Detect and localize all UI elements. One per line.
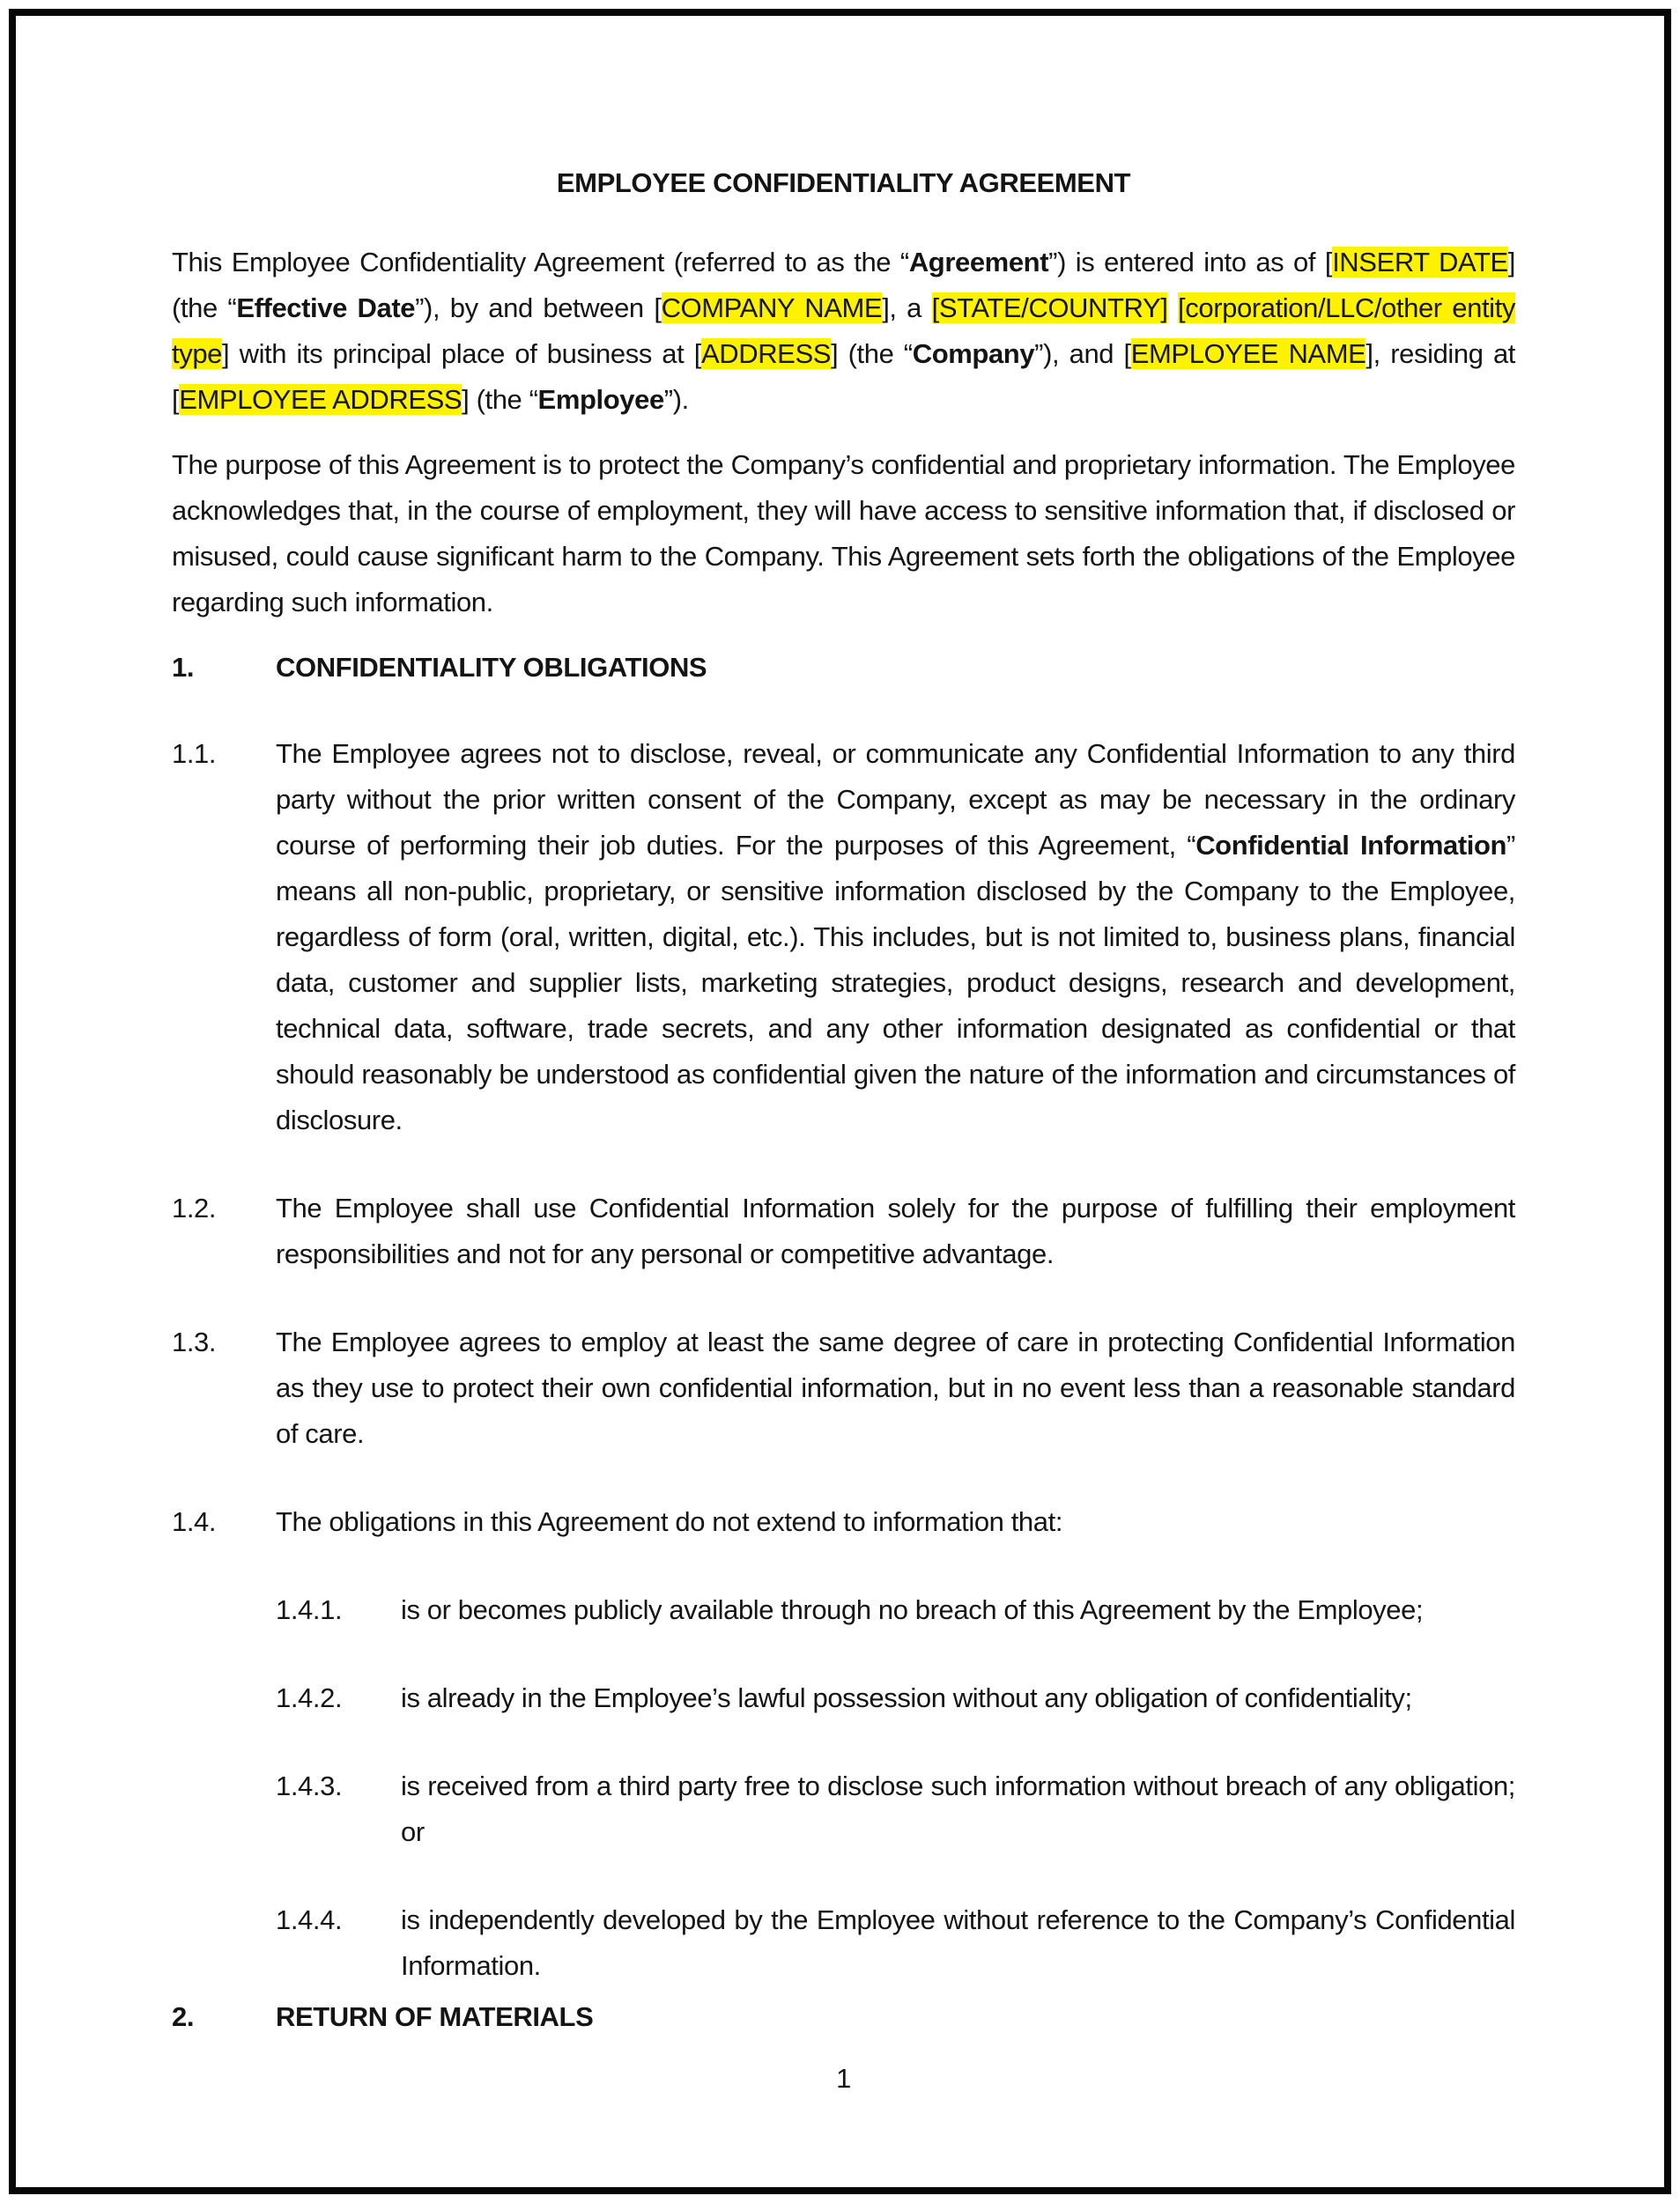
clause-1-4-1-number: 1.4.1. <box>276 1594 343 1625</box>
clause-1-4-4-number: 1.4.4. <box>276 1904 343 1935</box>
text-run: The purpose of this Agreement is to protect the Company’s confidential and proprietary information. The Employee acknowledges that, in the course of employment, they will have access to sensitive information that, if disclosed or misused, could cause significant harm to the Company. This Agreement sets forth the obligations of the Employee regarding such information. <box>172 449 1515 617</box>
text-run: ] (the “ <box>462 384 538 415</box>
clause-1-4-2-text <box>401 1675 1515 1721</box>
section-2-heading-row <box>172 1994 1515 2040</box>
text-run: is already in the Employee’s lawful possession without any obligation of confidentiality; <box>401 1682 1412 1713</box>
clause-1-4-text <box>276 1499 1515 1545</box>
clause-1-2-text <box>276 1186 1515 1277</box>
text-run: This Employee Confidentiality Agreement (referred to as the “ <box>172 247 909 277</box>
clause-1-1 <box>172 731 1515 1143</box>
section-1-heading-row <box>172 645 1515 691</box>
clause-1-4-2 <box>276 1675 1515 1721</box>
clause-1-2 <box>172 1186 1515 1277</box>
text-run: ”), and [ <box>1034 338 1131 369</box>
highlighted-placeholder: ADDRESS <box>700 338 832 369</box>
clause-1-4-2-number: 1.4.2. <box>276 1682 343 1713</box>
text-run: The Employee shall use Confidential Information solely for the purpose of fulfilling their employment responsibilities and not for any personal or competitive advantage. <box>276 1193 1515 1269</box>
clause-1-4-3 <box>276 1763 1515 1855</box>
section-1-number: 1. <box>172 652 195 683</box>
section-1-heading: CONFIDENTIALITY OBLIGATIONS <box>276 652 707 683</box>
text-run: ], a <box>882 292 932 323</box>
clause-1-4 <box>172 1499 1515 1545</box>
clause-1-2-number: 1.2. <box>172 1193 217 1223</box>
text-run: The Employee agrees to employ at least the same degree of care in protecting Confidential Information as they use to protect their own confidential information, but in no event less than a reasonable standard of care. <box>276 1327 1515 1449</box>
text-run: Effective Date <box>236 292 416 323</box>
page-number: 1 <box>836 2063 851 2094</box>
highlighted-placeholder: COMPANY NAME <box>661 292 883 323</box>
clause-1-3-number: 1.3. <box>172 1327 217 1357</box>
intro-paragraph <box>172 240 1515 423</box>
highlighted-placeholder: EMPLOYEE ADDRESS <box>179 384 463 415</box>
text-run: ”) is entered into as of [ <box>1048 247 1333 277</box>
text-run: is independently developed by the Employee without reference to the Company’s Confidential Information. <box>401 1904 1515 1981</box>
clause-1-4-4 <box>276 1897 1515 1989</box>
text-run: ”), by and between [ <box>415 292 662 323</box>
document-title: EMPLOYEE CONFIDENTIALITY AGREEMENT <box>556 167 1131 198</box>
clause-1-1-text <box>276 731 1515 1143</box>
text-run: is or becomes publicly available through no breach of this Agreement by the Employee; <box>401 1594 1424 1625</box>
highlighted-placeholder: EMPLOYEE NAME <box>1130 338 1366 369</box>
text-run: is received from a third party free to disclose such information without breach of any obligation; or <box>401 1771 1515 1847</box>
text-run: ” means all non-public, proprietary, or sensitive information disclosed by the Company to the Employee, regardless of form (oral, written, digital, etc.). This includes, but is not limited to, business plans, financial data, customer and supplier lists, marketing strategies, product designs, research and development, technical data, software, trade secrets, and any other information designated as confidential or that should reasonably be understood as confidential given the nature of the information and circumstances of disclosure. <box>276 830 1515 1135</box>
clause-1-3-text <box>276 1320 1515 1457</box>
text-run: Agreement <box>908 247 1049 277</box>
text-run: Confidential Information <box>1195 830 1507 861</box>
clause-1-4-3-text <box>401 1763 1515 1855</box>
text-run: The obligations in this Agreement do not extend to information that: <box>276 1506 1063 1537</box>
clause-1-1-number: 1.1. <box>172 738 217 769</box>
section-2-heading: RETURN OF MATERIALS <box>276 2001 594 2032</box>
text-run: Employee <box>537 384 664 415</box>
text-run: ”). <box>663 384 689 415</box>
section-2-number: 2. <box>172 2001 195 2032</box>
clause-1-4-number: 1.4. <box>172 1506 217 1537</box>
clause-1-4-1 <box>276 1587 1515 1633</box>
text-run: ] (the “ <box>831 338 913 369</box>
clause-1-3 <box>172 1320 1515 1457</box>
clause-1-4-3-number: 1.4.3. <box>276 1771 343 1801</box>
text-run: The Employee agrees not to disclose, reveal, or communicate any Confidential Information to any third party without the prior written consent of the Company, except as may be necessary in the ordinary course of performing their job duties. For the purposes of this Agreement, “ <box>276 738 1515 861</box>
text-run <box>1167 292 1178 323</box>
purpose-paragraph <box>172 442 1515 625</box>
clause-1-4-1-text <box>401 1587 1515 1633</box>
text-run: ], residing at [ <box>172 338 1516 415</box>
highlighted-placeholder: INSERT DATE <box>1332 247 1508 277</box>
clause-1-4-4-text <box>401 1897 1515 1989</box>
text-run: ] (the “ <box>172 247 1515 323</box>
highlighted-placeholder: [corporation/LLC/other entity type <box>172 292 1515 369</box>
text-run: ] with its principal place of business at [ <box>222 338 701 369</box>
text-run: Company <box>912 338 1035 369</box>
highlighted-placeholder: [STATE/COUNTRY] <box>931 292 1168 323</box>
